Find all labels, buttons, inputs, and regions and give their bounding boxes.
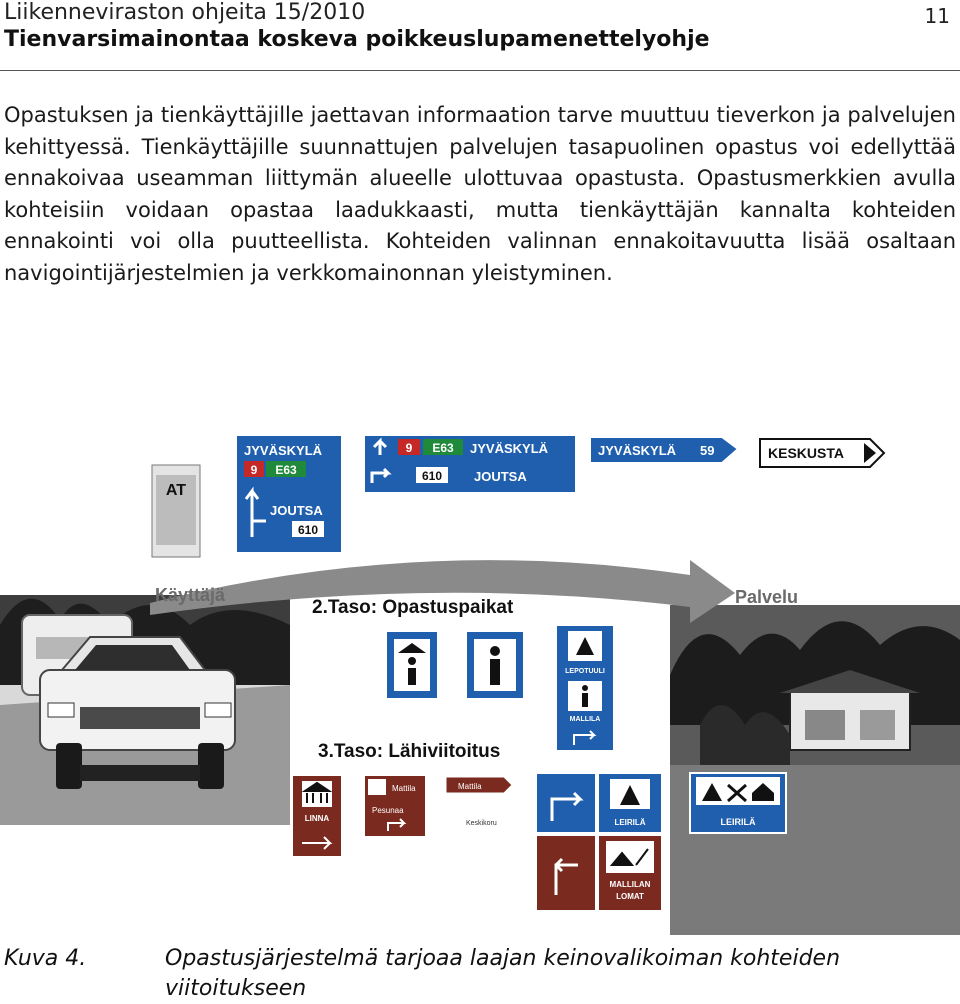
svg-text:59: 59: [700, 443, 715, 458]
svg-text:E63: E63: [432, 441, 454, 455]
svg-text:JYVÄSKYLÄ: JYVÄSKYLÄ: [244, 443, 323, 458]
svg-text:LEIRILÄ: LEIRILÄ: [614, 818, 646, 827]
body-paragraph: Opastuksen ja tienkäyttäjille jaettavan informaation tarve muuttuu tieverkon ja palvelujen kehittyessä. Tienkäyttäjille suunnattujen palvelujen tasapuolinen opastus voi edellyttää ennakoivaa useamman liittymän alueelle ulottuvaa opastusta. Opastusmerkkien avulla kohteisiin voidaan opastaa laadukkaasti, mutta tienkäyttäjän kannalta kohteiden ennakointi voi olla puutteellista. Kohteiden valinnan ennakoitavuutta lisää osaltaan navigointijärjestelmien ja verkkomainonnan yleistyminen.: [4, 103, 956, 285]
brown-sign-mattila-pesunaa: [364, 775, 426, 837]
sign-arrow-leirila: [536, 773, 662, 833]
user-label: Käyttäjä: [155, 585, 226, 605]
service-label: Palvelu: [735, 587, 799, 607]
small-sign-keskikoru: Keskikoru: [466, 820, 497, 827]
svg-text:9: 9: [250, 463, 258, 477]
page-number: 11: [924, 4, 950, 28]
signage-figure: [0, 425, 960, 935]
svg-text:610: 610: [297, 523, 319, 537]
svg-text:9: 9: [405, 441, 413, 455]
service-photo: [670, 605, 960, 935]
road-map-booklet: [152, 465, 200, 557]
svg-text:LEPOTUULI: LEPOTUULI: [565, 668, 605, 675]
info-sign-group: [386, 631, 524, 699]
map-label: AT: [165, 482, 187, 499]
svg-text:610: 610: [421, 469, 443, 483]
publication-series: Liikenneviraston ohjeita 15/2010: [4, 0, 366, 25]
sign-jyvaskyla-vertical: [236, 435, 342, 553]
svg-text:E63: E63: [275, 463, 297, 477]
sign-leirila-symbols: [690, 773, 786, 833]
caption-label: Kuva 4.: [4, 946, 87, 971]
svg-text:MALLILA: MALLILA: [569, 716, 601, 723]
road-user-photo: [0, 595, 290, 825]
svg-text:Pesunaa: Pesunaa: [372, 806, 404, 815]
sign-jyvaskyla-joutsa-horizontal: [364, 435, 576, 493]
level3-label: 3.Taso: Lähiviitoitus: [318, 741, 501, 762]
svg-text:JOUTSA: JOUTSA: [474, 469, 527, 484]
caption-text: Opastusjärjestelmä tarjoaa laajan keinovalikoiman kohteiden viitoitukseen: [165, 946, 841, 1001]
sign-keskusta: [760, 439, 884, 467]
svg-text:LEIRILÄ: LEIRILÄ: [720, 817, 756, 827]
sign-stack-lepotuuli-mallila: [556, 625, 614, 751]
svg-text:MALLILAN: MALLILAN: [609, 880, 651, 889]
sign-brown-mallilan-lomat: [536, 835, 662, 911]
sign-jyvaskyla-59: [590, 437, 738, 463]
header-divider: [0, 70, 960, 71]
svg-text:LOMAT: LOMAT: [616, 892, 644, 901]
svg-text:KESKUSTA: KESKUSTA: [768, 445, 844, 461]
running-header: [4, 0, 710, 54]
brown-sign-mattila-arrow: [446, 777, 512, 793]
svg-text:Mattila: Mattila: [392, 784, 416, 793]
svg-text:Mattila: Mattila: [458, 782, 482, 791]
svg-text:JYVÄSKYLÄ: JYVÄSKYLÄ: [470, 441, 549, 456]
svg-text:JOUTSA: JOUTSA: [270, 503, 323, 518]
svg-text:JYVÄSKYLÄ: JYVÄSKYLÄ: [598, 443, 677, 458]
svg-text:LINNA: LINNA: [304, 814, 330, 823]
brown-sign-linna: [292, 775, 342, 857]
level2-label: 2.Taso: Opastuspaikat: [312, 597, 514, 618]
document-title: Tienvarsimainontaa koskeva poikkeuslupamenettelyohje: [4, 27, 710, 52]
